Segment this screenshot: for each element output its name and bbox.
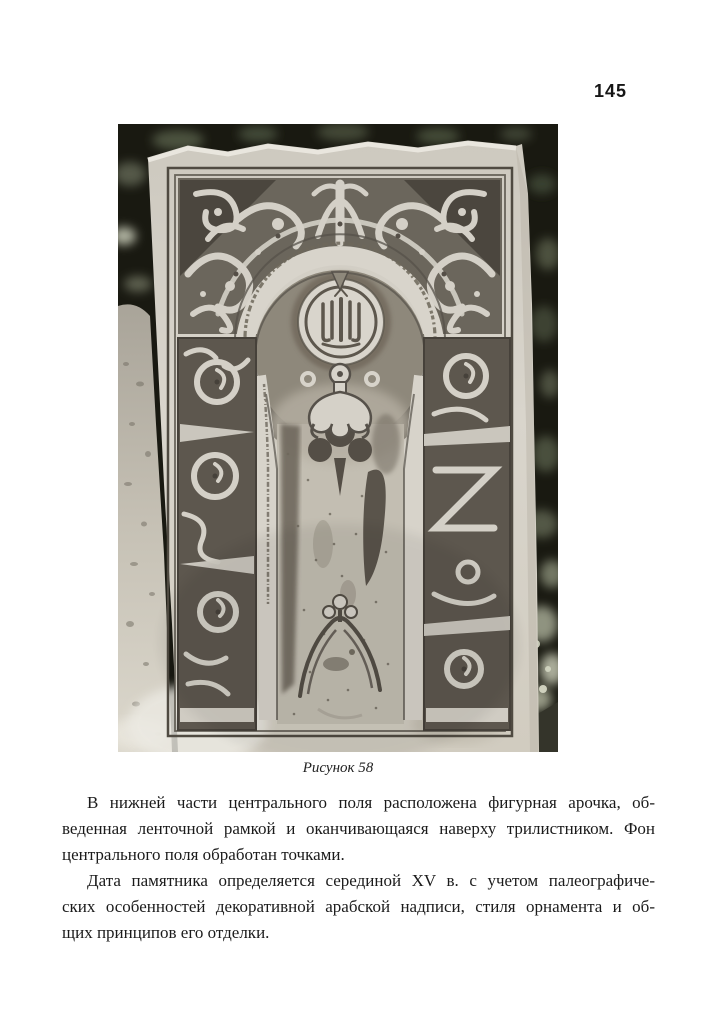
paragraph1-line2: веденная ленточной рамкой и оканчивающаяся наверху трилистником. Фон: [62, 819, 655, 838]
paragraph2-line2: ских особенностей декоративной арабской надписи, стиля орнамента и об-: [62, 897, 655, 916]
figure-caption: Рисунок 58: [302, 760, 374, 776]
page-number: 145: [593, 81, 627, 101]
paragraph2-line1: Дата памятника определяется серединой XV в. с учетом палеографиче-: [87, 871, 655, 890]
stele-photo: [118, 124, 558, 752]
body-text: [62, 790, 655, 946]
paragraph1-line1: В нижней части центрального поля расположена фигурная арочка, об-: [87, 793, 655, 812]
paragraph2-line3: щих принципов его отделки.: [62, 923, 270, 942]
paragraph1-line3: центрального поля обработан точками.: [62, 845, 345, 864]
stele-photograph: [118, 124, 558, 752]
